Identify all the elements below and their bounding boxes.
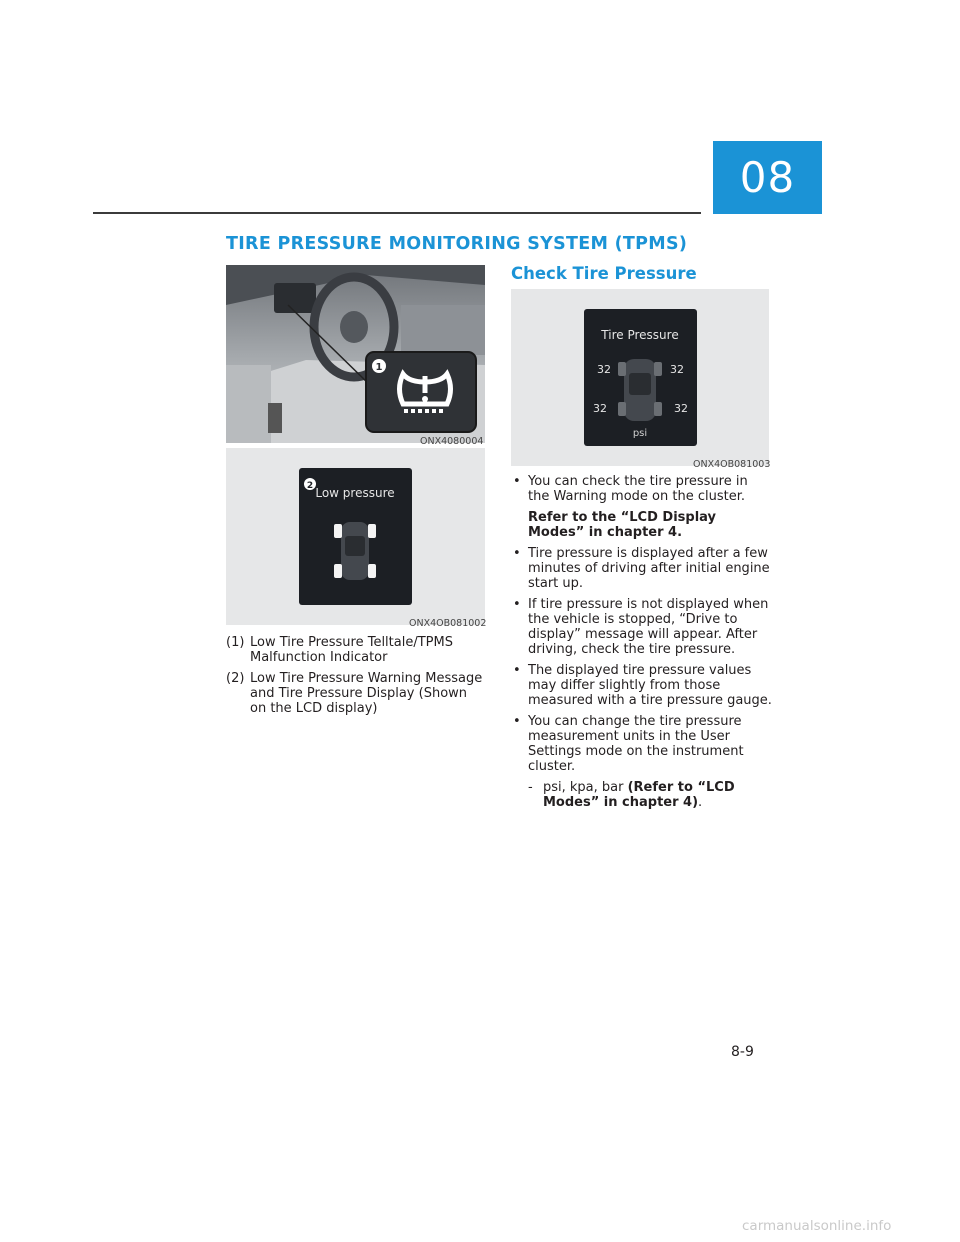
section-title: TIRE PRESSURE MONITORING SYSTEM (TPMS): [226, 234, 688, 254]
list-item: [511, 474, 773, 540]
figure-captions: [226, 635, 486, 722]
sub-item-text: psi, kpa, bar: [543, 780, 628, 795]
pressure-unit: psi: [632, 428, 648, 439]
rear-right-pressure: 32: [674, 402, 688, 415]
figure-dashboard-photo: [226, 265, 485, 443]
list-item: [511, 546, 773, 591]
bullet-mark: •: [513, 714, 521, 729]
list-item: [511, 597, 773, 657]
figure-1-badge: 1: [375, 362, 383, 373]
bullet-text: You can check the tire pressure in the Warning mode on the cluster.: [528, 474, 748, 504]
sub-item-end: .: [698, 795, 703, 810]
list-item: [511, 663, 773, 708]
bullet-text: If tire pressure is not displayed when the vehicle is stopped, “Drive to display” message will appear. After driving, check the tire pressure.: [528, 597, 769, 657]
header-rule: [93, 212, 701, 214]
bullet-text: The displayed tire pressure values may differ slightly from those measured with a tire pressure gauge.: [528, 663, 772, 708]
bullet-text: Tire pressure is displayed after a few minutes of driving after initial engine start up.: [528, 546, 770, 591]
caption-text: Low Tire Pressure Warning Message and Tire Pressure Display (Shown on the LCD display): [250, 671, 483, 716]
bullet-note: Refer to the “LCD Display Modes” in chapter 4.: [528, 510, 716, 540]
caption-item: [226, 671, 486, 716]
tire-pressure-title: Tire Pressure: [601, 328, 679, 342]
chapter-tab: 08: [713, 141, 822, 214]
caption-text: Low Tire Pressure Telltale/TPMS Malfunction Indicator: [250, 635, 453, 665]
watermark: carmanualsonline.info: [742, 1218, 892, 1234]
figure-3-code: ONX4OB081003: [693, 459, 771, 470]
front-right-pressure: 32: [670, 363, 684, 376]
subheading: Check Tire Pressure: [511, 264, 697, 283]
list-item: [511, 714, 773, 810]
page-number: 8-9: [731, 1044, 754, 1060]
figure-low-pressure-lcd: [226, 448, 485, 625]
caption-number: (1): [226, 635, 245, 650]
bullet-mark: •: [513, 474, 521, 489]
bullet-mark: •: [513, 663, 521, 678]
bullet-mark: •: [513, 546, 521, 561]
figure-2-code: ONX4OB081002: [409, 618, 487, 629]
low-pressure-text: Low pressure: [315, 486, 395, 500]
dash-mark: -: [528, 780, 533, 795]
bullet-list: [511, 474, 773, 816]
low-pressure-screen: [226, 448, 485, 625]
tire-pressure-screen: [511, 289, 769, 466]
rear-left-pressure: 32: [593, 402, 607, 415]
sub-list-item: [528, 780, 773, 810]
bullet-mark: •: [513, 597, 521, 612]
figure-tire-pressure-lcd: [511, 289, 769, 466]
bullet-text: You can change the tire pressure measurement units in the User Settings mode on the instrument cluster.: [528, 714, 744, 774]
figure-1-code: ONX4080004: [420, 436, 484, 447]
figure-2-badge: 2: [306, 481, 314, 491]
sub-item-reference: (Refer to “LCD Modes” in chapter 4): [543, 780, 735, 810]
front-left-pressure: 32: [597, 363, 611, 376]
dashboard-photo-illustration: [226, 265, 485, 443]
caption-item: [226, 635, 486, 665]
caption-number: (2): [226, 671, 245, 686]
